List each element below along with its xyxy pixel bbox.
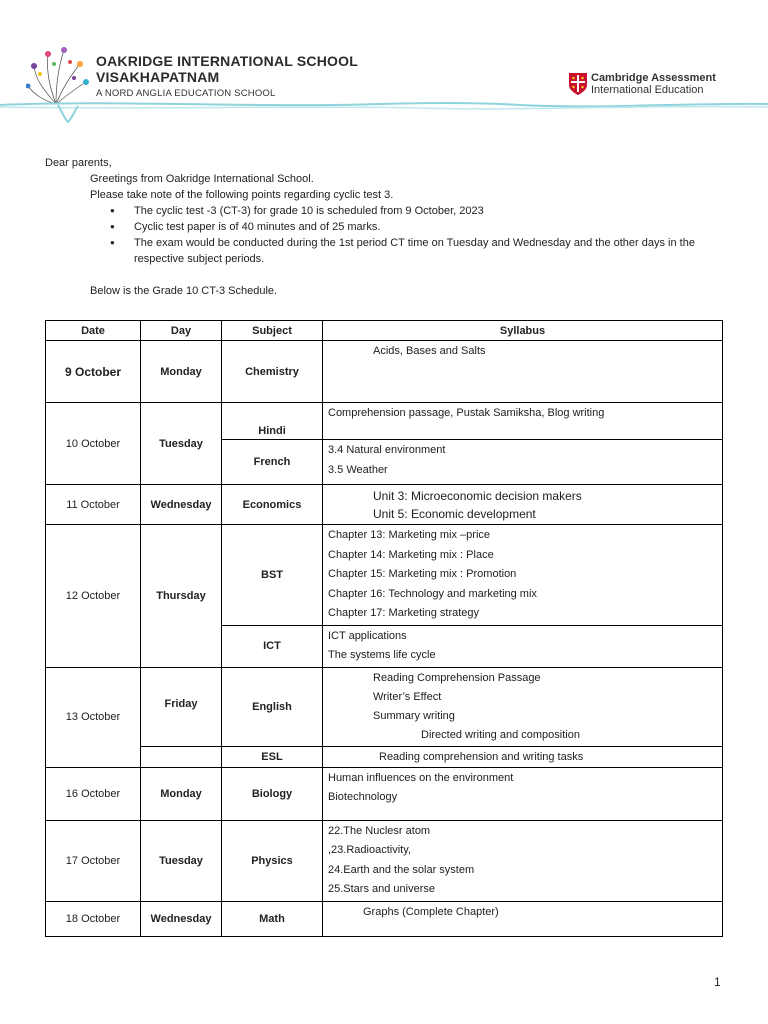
table-row <box>46 341 723 403</box>
syllabus-cell <box>323 485 723 525</box>
syllabus-line: Chapter 14: Marketing mix : Place <box>328 548 494 561</box>
subject-cell: ICT <box>222 625 323 667</box>
subject-cell: French <box>222 440 323 485</box>
syllabus-line: Chapter 13: Marketing mix –price <box>328 529 491 541</box>
day-cell: Wednesday <box>141 901 222 936</box>
day-cell <box>141 746 222 767</box>
table-row <box>46 485 723 525</box>
syllabus-line: Writer’s Effect <box>373 690 442 703</box>
table-row <box>46 820 723 901</box>
table-row <box>46 901 723 936</box>
syllabus-line: Chapter 16: Technology and marketing mix <box>328 587 537 600</box>
syllabus-line: Directed writing and composition <box>421 728 580 741</box>
syllabus-line: Unit 5: Economic development <box>373 506 536 521</box>
syllabus-line: Acids, Bases and Salts <box>373 345 486 357</box>
page-number: 1 <box>714 975 721 989</box>
syllabus-cell <box>323 746 723 767</box>
school-tagline: A NORD ANGLIA EDUCATION SCHOOL <box>96 88 276 99</box>
day-cell: Monday <box>141 767 222 820</box>
date-cell: 11 October <box>46 485 141 525</box>
schedule-intro: Below is the Grade 10 CT-3 Schedule. <box>90 285 278 297</box>
syllabus-cell <box>323 901 723 936</box>
syllabus-cell <box>323 667 723 746</box>
table-header-row <box>46 321 723 341</box>
intro-text: Please take note of the following points regarding cyclic test 3. <box>90 189 394 201</box>
header-date: Date <box>46 321 141 341</box>
date-cell: 16 October <box>46 767 141 820</box>
list-item: ● Cyclic test paper is of 40 minutes and of 25 marks. <box>134 219 709 235</box>
syllabus-cell <box>323 525 723 626</box>
day-cell: Wednesday <box>141 485 222 525</box>
letter-body <box>45 155 709 299</box>
syllabus-line: Reading comprehension and writing tasks <box>379 750 584 763</box>
day-cell: Monday <box>141 341 222 403</box>
table-row <box>46 767 723 820</box>
date-cell: 17 October <box>46 820 141 901</box>
cambridge-line1: Cambridge Assessment <box>591 72 716 84</box>
header-wave-divider <box>0 96 768 128</box>
syllabus-line: 24.Earth and the solar system <box>328 863 475 876</box>
date-cell: 13 October <box>46 667 141 767</box>
syllabus-cell <box>323 625 723 667</box>
syllabus-line: Biotechnology <box>328 791 398 803</box>
subject-cell: BST <box>222 525 323 626</box>
syllabus-cell <box>323 403 723 440</box>
syllabus-cell <box>323 440 723 485</box>
syllabus-line: Graphs (Complete Chapter) <box>363 905 499 918</box>
date-cell: 9 October <box>46 341 141 403</box>
header-subject: Subject <box>222 321 323 341</box>
subject-cell: Economics <box>222 485 323 525</box>
points-list <box>45 203 709 267</box>
table-row <box>46 403 723 440</box>
syllabus-line: 3.4 Natural environment <box>328 444 446 456</box>
subject-cell: Physics <box>222 820 323 901</box>
list-item: ● The cyclic test -3 (CT-3) for grade 10 is scheduled from 9 October, 2023 <box>134 203 709 219</box>
syllabus-line: ICT applications <box>328 629 407 642</box>
schedule-table <box>45 320 723 937</box>
syllabus-line: Comprehension passage, Pustak Samiksha, Blog writing <box>328 407 605 419</box>
table-row <box>46 525 723 626</box>
header-syllabus: Syllabus <box>323 321 723 341</box>
subject-cell: ESL <box>222 746 323 767</box>
school-name: OAKRIDGE INTERNATIONAL SCHOOL <box>96 53 358 69</box>
syllabus-cell <box>323 341 723 403</box>
salutation: Dear parents, <box>45 157 112 169</box>
syllabus-line: Chapter 17: Marketing strategy <box>328 607 480 619</box>
day-cell: Tuesday <box>141 820 222 901</box>
cambridge-logo <box>568 72 716 96</box>
date-cell: 12 October <box>46 525 141 668</box>
syllabus-line: The systems life cycle <box>328 649 436 661</box>
subject-cell: Hindi <box>222 403 323 440</box>
day-cell: Thursday <box>141 525 222 668</box>
page-header <box>0 0 768 130</box>
date-cell: 10 October <box>46 403 141 485</box>
list-item: ● The exam would be conducted during the 1st period CT time on Tuesday and Wednesday and the other days in the respective subject periods. <box>134 235 709 267</box>
date-cell: 18 October <box>46 901 141 936</box>
table-row <box>46 667 723 746</box>
subject-cell: English <box>222 667 323 746</box>
syllabus-line: 22.The Nuclesr atom <box>328 824 431 837</box>
cambridge-shield-icon <box>568 72 588 96</box>
day-cell: Friday <box>141 667 222 746</box>
syllabus-cell <box>323 820 723 901</box>
header-day: Day <box>141 321 222 341</box>
syllabus-line: Summary writing <box>373 709 455 722</box>
day-cell: Tuesday <box>141 403 222 485</box>
syllabus-line: 25.Stars and universe <box>328 883 436 895</box>
cambridge-line2: International Education <box>591 84 704 96</box>
subject-cell: Chemistry <box>222 341 323 403</box>
syllabus-line: Reading Comprehension Passage <box>373 671 541 684</box>
subject-cell: Math <box>222 901 323 936</box>
syllabus-line: Chapter 15: Marketing mix : Promotion <box>328 568 517 580</box>
syllabus-line: Human influences on the environment <box>328 771 514 784</box>
greeting: Greetings from Oakridge International School. <box>90 173 314 185</box>
syllabus-line: ,23.Radioactivity, <box>328 844 411 856</box>
table-row <box>46 746 723 767</box>
syllabus-cell <box>323 767 723 820</box>
subject-cell: Biology <box>222 767 323 820</box>
syllabus-line: Unit 3: Microeconomic decision makers <box>373 488 582 503</box>
school-city: VISAKHAPATNAM <box>96 69 220 85</box>
syllabus-line: 3.5 Weather <box>328 463 388 476</box>
